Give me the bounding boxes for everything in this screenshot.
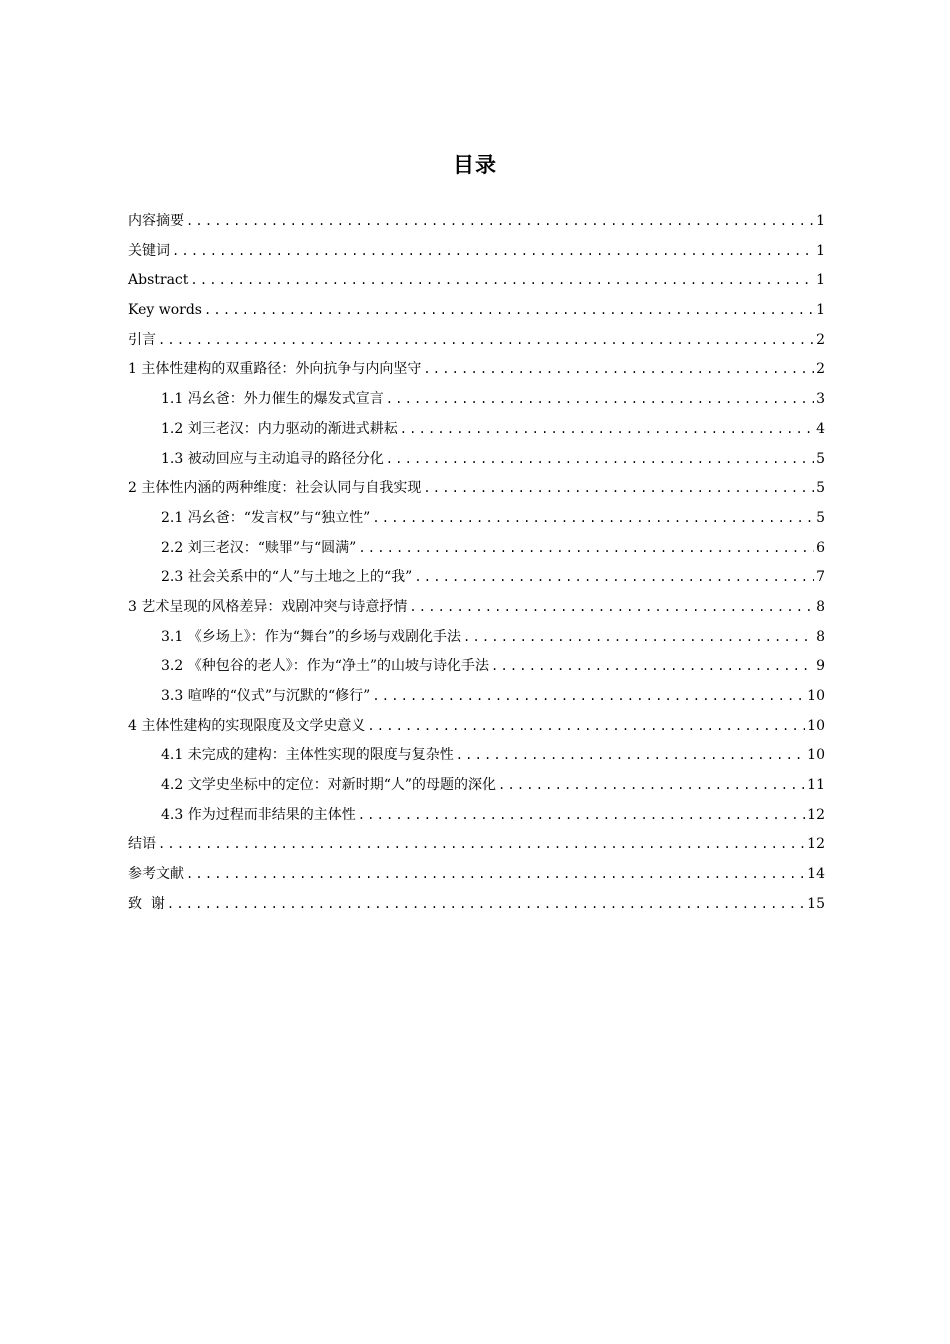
toc-entry-label: 1.2 刘三老汉：内力驱动的渐进式耕耘 — [161, 420, 398, 437]
toc-entry-page: 10 — [807, 717, 825, 734]
toc-leader-dots — [367, 712, 805, 742]
toc-entry-label: 3.3 喧哗的“仪式”与沉默的“修行” — [161, 688, 371, 704]
toc-leader-dots — [204, 296, 814, 326]
toc-entry-page: 5 — [816, 509, 825, 526]
toc-entry-page: 12 — [807, 806, 825, 823]
toc-entry[interactable] — [128, 712, 825, 742]
toc-entry-page: 8 — [816, 598, 825, 615]
toc-leader-dots — [372, 504, 814, 534]
toc-leader-dots — [456, 741, 805, 771]
toc-leader-dots — [167, 890, 805, 920]
toc-entry-page: 1 — [816, 272, 825, 289]
toc-leader-dots — [190, 266, 814, 296]
toc-leader-dots — [386, 445, 814, 475]
toc-leader-dots — [423, 474, 814, 504]
toc-leader-dots — [463, 623, 814, 653]
toc-entry-label: 引言 — [128, 331, 156, 348]
toc-entry[interactable] — [128, 207, 825, 237]
toc-entry-label: Abstract — [128, 272, 189, 289]
toc-entry[interactable] — [128, 415, 825, 445]
toc-entry-page: 5 — [816, 480, 825, 497]
toc-entry-page: 7 — [816, 569, 825, 586]
toc-leader-dots — [414, 563, 814, 593]
toc-leader-dots — [358, 534, 814, 564]
toc-entry-page: 5 — [816, 450, 825, 467]
toc-leader-dots — [400, 415, 814, 445]
toc-entry-label: 致 谢 — [128, 895, 165, 912]
toc-entry-page: 2 — [816, 331, 825, 348]
toc-entry[interactable] — [128, 830, 825, 860]
toc-entry[interactable] — [128, 445, 825, 475]
toc-entry-label: 3.1 《乡场上》：作为“舞台”的乡场与戏剧化手法 — [161, 628, 462, 645]
toc-entry-label: 参考文献 — [128, 866, 184, 883]
page-title: 目录 — [453, 153, 497, 177]
toc-entry-page: 11 — [807, 777, 825, 794]
toc-entry[interactable] — [128, 355, 825, 385]
toc-entry-page: 3 — [816, 391, 825, 408]
toc-leader-dots — [498, 771, 805, 801]
toc-entry-label: 4 主体性建构的实现限度及文学史意义 — [128, 717, 366, 734]
toc-entry[interactable] — [128, 504, 825, 534]
toc-entry[interactable] — [128, 266, 825, 296]
toc-leader-dots — [372, 682, 805, 712]
toc-entry-page: 1 — [816, 213, 825, 229]
toc-leader-dots — [358, 801, 805, 831]
toc-entry[interactable] — [128, 385, 825, 415]
toc-entry-page: 12 — [807, 836, 825, 853]
toc-entry[interactable] — [128, 801, 825, 831]
toc-entry-label: 4.2 文学史坐标中的定位：对新时期“人”的母题的深化 — [161, 777, 497, 794]
toc-leader-dots — [491, 652, 814, 682]
toc-entry-label: 内容摘要 — [128, 213, 184, 229]
toc-entry-label: 关键词 — [128, 242, 170, 259]
toc-entry-label: 3.2 《种包谷的老人》：作为“净土”的山坡与诗化手法 — [161, 658, 490, 675]
toc-entry-page: 9 — [816, 658, 825, 675]
toc-leader-dots — [423, 355, 814, 385]
toc-entry[interactable] — [128, 741, 825, 771]
toc-entry[interactable] — [128, 682, 825, 712]
toc-entry-page: 6 — [816, 539, 825, 556]
toc-leader-dots — [386, 385, 814, 415]
toc-entry[interactable] — [128, 474, 825, 504]
toc-entry-label: 4.3 作为过程而非结果的主体性 — [161, 806, 356, 823]
toc-entry-page: 1 — [816, 242, 825, 259]
toc-entry[interactable] — [128, 771, 825, 801]
toc-entry[interactable] — [128, 237, 825, 267]
toc-entry-label: 1 主体性建构的双重路径：外向抗争与内向坚守 — [128, 361, 422, 378]
toc-entry[interactable] — [128, 326, 825, 356]
toc-entry-page: 1 — [816, 302, 825, 319]
toc-entry-page: 8 — [816, 628, 825, 645]
toc-entry-label: 2.3 社会关系中的“人”与土地之上的“我” — [161, 569, 413, 586]
toc-entry-label: 1.3 被动回应与主动追寻的路径分化 — [161, 450, 384, 467]
toc-entry-page: 4 — [816, 420, 825, 437]
toc-leader-dots — [186, 207, 814, 237]
toc-leader-dots — [158, 830, 805, 860]
toc-entry-label: 2 主体性内涵的两种维度：社会认同与自我实现 — [128, 480, 422, 497]
toc-leader-dots — [158, 326, 814, 356]
toc-entry-page: 2 — [816, 361, 825, 378]
toc-entry-label: 4.1 未完成的建构：主体性实现的限度与复杂性 — [161, 747, 454, 764]
toc-leader-dots — [409, 593, 814, 623]
toc-entry-label: 3 艺术呈现的风格差异：戏剧冲突与诗意抒情 — [128, 598, 408, 615]
toc-entry[interactable] — [128, 563, 825, 593]
toc-entry-page: 15 — [807, 895, 825, 912]
toc-entry[interactable] — [128, 860, 825, 890]
toc-entry[interactable] — [128, 593, 825, 623]
toc-entry-label: 2.2 刘三老汉：“赎罪”与“圆满” — [161, 539, 357, 556]
toc-entry-label: Key words — [128, 302, 202, 319]
toc-entry-label: 1.1 冯幺爸：外力催生的爆发式宣言 — [161, 391, 384, 408]
toc-entry-label: 2.1 冯幺爸：“发言权”与“独立性” — [161, 509, 371, 526]
toc-entry[interactable] — [128, 652, 825, 682]
toc-leader-dots — [186, 860, 805, 890]
toc-entry[interactable] — [128, 534, 825, 564]
toc-entry[interactable] — [128, 296, 825, 326]
toc-entry-label: 结语 — [128, 836, 156, 853]
toc-entry-page: 10 — [807, 688, 825, 704]
toc-entry[interactable] — [128, 890, 825, 920]
toc-leader-dots — [172, 237, 814, 267]
toc-entry-page: 14 — [807, 866, 825, 883]
toc-entry[interactable] — [128, 623, 825, 653]
table-of-contents — [128, 207, 825, 920]
toc-entry-page: 10 — [807, 747, 825, 764]
